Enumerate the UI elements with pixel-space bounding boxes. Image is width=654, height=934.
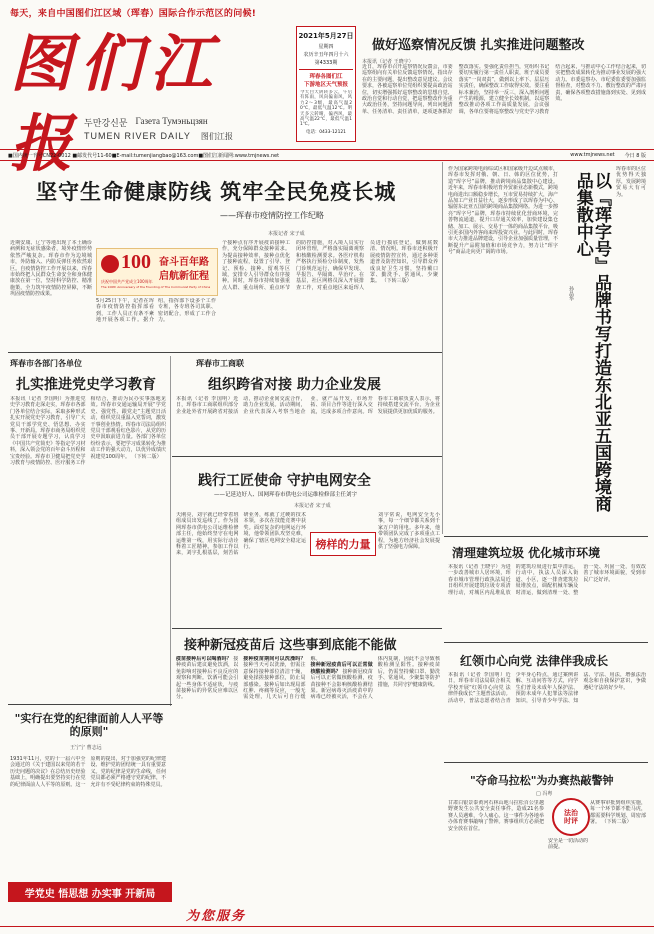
lead-headline: 坚守生命健康防线 筑牢全民免疫长城 bbox=[36, 180, 397, 204]
banner-number: 100 bbox=[121, 251, 151, 273]
right2-headline: 红领巾心向党 法律伴我成长 bbox=[460, 654, 609, 668]
right-col-body: 作为国家跨境电商综试区和国家级开边试点城市，珲春市发挥对俄、朝、日、韩的区位优势，打造“珲字号”品牌，推动跨境商品集散中心建设。近年来，珲春市积极培育外贸新业态新模式，跨境电商进出口额稳步增长，互市贸易持续扩大，海产品加工产业日益壮大，逐步形成了以珲春为中心、辐射东北亚五国的跨境商品集散网络。为进一步擦亮“珲字号”品牌，珲春市持续优化营商环境，完善物流通道，提升口岸通关效率，加快建设集仓储、加工、展示、交易于一体的商品集散平台，吸引更多国内外客商来珲投资兴业。与此同时，珲春市大力推进品牌建设，引导企业加强质量管理，不断提升产品附加值和市场竞争力，努力让“珲字号”商品走向更广阔的市场。 bbox=[448, 166, 558, 256]
info-text: ■国内统一刊号CN22-0012 ■邮发代号11-60■E-mail:tumenjiangbao@163.com■图们江新闻网:www.tmjnews.net bbox=[8, 152, 280, 159]
date-text: 2021年5月27日 bbox=[298, 32, 354, 40]
banner-line1: 奋斗百年路 bbox=[159, 257, 209, 268]
lead-end-mark: （下转三版） bbox=[381, 278, 412, 285]
weather-body: 今天白天阴转多云，午后有阵雨，风向偏南风，风力2～3级，最高气温20℃，最低气温12℃。明天多云转晴，偏西风，最高气温22℃，最低气温11℃。 bbox=[300, 90, 352, 128]
weather-subtitle: 下游地区天气预报 bbox=[303, 82, 348, 88]
date-box bbox=[296, 26, 356, 142]
vaccine-q3: 接种新冠疫苗后可以正常做核酸检测吗？ bbox=[310, 662, 373, 675]
right-col-headline: 以『珲字号』品牌书写打造东北亚五国跨境商品集散中心 bbox=[572, 172, 611, 512]
vaccine-q1: 疫苗接种后可以喝酒吗？ bbox=[176, 656, 232, 662]
lunar-text: 农历辛丑年四月十六 bbox=[303, 52, 349, 58]
right-col-author: 孙晶华 bbox=[568, 286, 574, 301]
top-article-body: 近日，珲春市召开巡察情况反馈会，市委巡察组向有关单位反馈巡察情况，指出存在的主要问题，提出整改意见建议。会议要求，各被巡察单位党组织要提高政治站位，切实增强抓好巡察整改的思想自觉、政治自觉和行动自觉，把巡察整改作为重大政治任务，坚持问题导向，列出问题清单、任务清单、责任清单，逐项逐条抓好整改落实。要强化责任担当，党组织书记要切实履行第一责任人职责，班子成员要落实“一岗双责”，做到以上率下、层层压实责任，确保整改工作取得实效。要注重标本兼治，坚持举一反三，深入剖析问题产生的根源，建立健全长效机制，以巡察整改推动各项工作高质量发展。会议强调，各单位要将巡察整改与党史学习教育结合起来，与推动中心工作结合起来，切实把整改成果转化为推动事业发展的强大动力。市委巡察办、市纪委监委要加强监督检查，对整改不力、敷衍整改的严肃问责，确保各项整改措施落到实处、见到成效。 bbox=[362, 64, 646, 115]
bottom-right-end-mark: （下转二版） bbox=[601, 819, 632, 826]
bottom-right-body-c: 安全是一切活动的前提。 bbox=[548, 838, 588, 851]
left-end-mark: （下转二版） bbox=[131, 453, 162, 460]
right1-headline: 清理建筑垃圾 优化城市环境 bbox=[452, 546, 601, 560]
bottom-left-banner bbox=[8, 882, 172, 902]
weather-title: 珲春各图们江 bbox=[309, 74, 343, 80]
center-body-right: 刘宇常说，电网安全无小事，每一个细节都关系到千家万户的用电。多年来，他带领团队完成了多项重点工程，为地方经济社会发展提供了坚强电力保障。 bbox=[378, 512, 440, 551]
mid-headline: 组织跨省对接 助力企业发展 bbox=[208, 377, 381, 393]
lead-subhead: ——珲春市疫情防控工作纪略 bbox=[220, 211, 324, 220]
bottom-right-body-a: 甘肃白银景泰黄河石林山地马拉松百公里越野赛发生公共安全责任事件，造成21名参赛人员遇难，令人痛心。这一事件为各地举办体育赛事敲响了警钟。赛事组织方必须把安全放在首位。 bbox=[448, 800, 544, 832]
banner-line2: 启航新征程 bbox=[159, 271, 209, 282]
weather-phone: 电话：0433-12121 bbox=[306, 130, 346, 135]
center-byline: 本报记者 宋子成 bbox=[294, 503, 331, 509]
vaccine-headline: 接种新冠疫苗后 这些事到底能不能做 bbox=[184, 638, 397, 653]
lead-body-left: 近期安康、辽宁等地出现了本土确诊病例和无症状感染者，境外疫情形势依然严峻复杂。珲春市作为边境城市，外防输入、内防反弹任务依然艰巨。自疫情防控工作开展以来，珲春市始终把人民群众生命安全和身体健康放在第一位，坚持科学防控、精准施策，全力筑牢疫情防控屏障，不断巩固疫情防控成果。 bbox=[10, 240, 92, 298]
mid-kicker: 珲春市工商联 bbox=[196, 359, 244, 368]
party-emblem-icon bbox=[101, 255, 119, 273]
right1-body: 本报讯（记者 王晓宇）为进一步改善城市人居环境，珲春市城市管理行政执法局近日组织开展建筑垃圾专项清理行动，对城区内乱堆乱放的建筑垃圾进行集中清运。行动中，执法人员深入街道、小区，逐一排查建筑垃圾堆放点，调配机械车辆及时清运，做到清理一处、整治一处、巩固一处，有效改善了城市环境面貌，受到市民广泛好评。 bbox=[448, 564, 646, 596]
commentary-year: 1931年 bbox=[10, 756, 28, 762]
lead-body-main: 5月25日下午，记者在珲春市疫情防控指挥部看到，工作人员正有条不紊地开展各项工作。据介绍，指挥部下设多个工作专班，各专班各司其职、密切配合，形成了工作合力。 bbox=[96, 298, 216, 324]
centennial-banner bbox=[96, 248, 218, 296]
masthead-logo-text: 图们江报 bbox=[10, 27, 221, 180]
masthead-subtitles bbox=[84, 116, 294, 142]
bottom-left-banner-text: 学党史 悟思想 办实事 开新局 bbox=[24, 888, 156, 900]
commentary-author: 王宁宁 曹志远 bbox=[70, 745, 102, 751]
vaccine-body: 疫苗接种后可以喝酒吗？ 接种疫苗后建议避免饮酒，以免影响对接种后不良反应的观察和判断。饮酒可能会引起一些身体不适症状，与疫苗接种后的异常反应难以区分。 接种疫苗期间可以洗澡吗？ 接种当天可以洗澡，但需注意保持接种部位清洁干燥，避免揉搓接种部位，防止局部感染。接种后如出现局部红肿、疼痛等反应，一般无需处理，几天后可自行缓解。 接种新冠疫苗后可以正常做核酸检测吗？ 接种新冠疫苗后可以正常做核酸检测，疫苗接种不会影响核酸检测结果。新冠病毒灭活疫苗中的病毒已经被灭活，不会在人体内复制，因此不会导致核酸检测呈阳性。接种疫苗后，仍需坚持戴口罩、勤洗手、常通风、少聚集等防护措施，共同守护健康防线。 bbox=[176, 656, 440, 701]
service-logo-text: 为您服务 bbox=[186, 908, 247, 924]
lead-body-cols: 个接种点有序开展疫苗接种工作，充分保障群众接种需求。为提高接种效率，接种点优化了接种流程，设置了引导、登记、预检、接种、留观等区域，安排专人引导群众有序接种。同时，珲春市持续加强重点人群、重点场所、重点环节的防控措施，对入境人员实行闭环管理，严格落实隔离观察和核酸检测要求。各医疗机构严格执行预检分诊制度，发热门诊规范运行，确保早发现、早报告、早隔离、早治疗。在基层，社区网格员深入开展排查工作，对重点地区来返珲人员进行摸底登记，做到底数清、情况明。珲春市还积极开展疫情防控宣传，通过多种渠道普及防控知识，引导群众养成良好卫生习惯，坚持戴口罩、勤洗手、常通风、少聚集。 （下转三版） bbox=[222, 240, 438, 291]
page-info: 今日 8 版 bbox=[624, 152, 646, 159]
commentary-stamp-text: 法治 时评 bbox=[564, 809, 578, 825]
commentary-stamp bbox=[552, 798, 590, 836]
top-slogan: 每天，来自中国图们江区域（珲春）国际合作示范区的问候! bbox=[10, 9, 257, 19]
bottom-right-byline: □ 冯粤 bbox=[536, 791, 553, 797]
top-article-headline: 做好巡察情况反馈 扎实推进问题整改 bbox=[372, 38, 585, 53]
center-body-left: 天刚亮，刘宇就已经带着班组成员出发巡线了。作为国网珲春市供电公司运维检修部主任，他始终坚守在电网运维第一线，用实际行动诠释着工匠精神。参加工作以来，刘宇扎根基层，刻苦钻研业务，练就了过硬的技术本领，多次在技能竞赛中获奖。面对复杂的电网运行环境，他带领团队攻坚克难，确保了辖区电网安全稳定运行。 bbox=[176, 512, 306, 557]
lead-byline: 本报记者 宋子成 bbox=[268, 231, 305, 237]
right1-byline: 本报讯（记者 王晓宇） bbox=[448, 564, 501, 570]
left-headline: 扎实推进党史学习教育 bbox=[16, 377, 156, 393]
issue-text: 第4333期 bbox=[314, 60, 338, 66]
subtitle-small: 图们江报 bbox=[200, 132, 233, 141]
info-line bbox=[0, 149, 654, 161]
left-body: 本报讯（记者 李国明）为推进党史学习教育走深走实，珲春市各部门各单位结合实际，采取多种形式扎实开展党史学习教育，引导广大党员干部学党史、悟思想、办实事、开新局。珲春市商务局组织党员干部开展专题学习，认真学习《中国共产党简史》等指定学习材料，深入领会党的百年奋斗历程和宝贵经验。珲春市卫健局把党史学习教育与疫情防控、医疗服务工作相结合，推动为民办实事落地见效。珲春市交通运输局开展“学党史、强党性、跟党走”主题党日活动，组织党员重温入党誓词，激发干事创业热情。珲春市司法局组织党员干部观看红色影片，从党的历史中汲取前进力量。各部门各单位纷纷表示，要把学习成果转化为推动工作的强大动力，以优异成绩庆祝建党100周年。 （下转二版） bbox=[10, 396, 166, 467]
weekday-text: 星期四 bbox=[318, 44, 334, 50]
bottom-right-body-b: 从赛事审批到组织实施，每一个环节都不能马虎，都需要科学规划、周密部署。 （下转二版） bbox=[590, 800, 646, 826]
mid-byline: 本报讯（记者 李国明） bbox=[176, 396, 234, 402]
top-article-byline: 本报讯（记者 王晓宇） bbox=[362, 59, 414, 65]
center-headline: 践行工匠使命 守护电网安全 bbox=[198, 473, 371, 489]
banner-caption: 庆祝中国共产党成立100周年 bbox=[101, 279, 153, 284]
commentary-headline: "实行在党的纪律面前人人平等的原则" bbox=[14, 712, 164, 738]
vaccine-q2: 接种疫苗期间可以洗澡吗？ bbox=[243, 656, 306, 662]
role-model-box bbox=[310, 532, 376, 556]
banner-caption-en: The 100th Anniversary of the Founding of The Communist Party of China bbox=[101, 285, 211, 289]
service-logo bbox=[186, 904, 306, 924]
subtitle-ru: Газета Тумэньцзян bbox=[135, 116, 208, 126]
bottom-right-headline: "夺命马拉松"为办赛热敲警钟 bbox=[470, 774, 614, 787]
role-model-title: 榜样的力量 bbox=[315, 538, 371, 551]
commentary-body: 1931年11月，党的十一届六中全会通过的《关于建国以来党的若干历史问题的决议》在总结历史经验基础上，明确提出要坚持实行在党的纪律面前人人平等的原则。这一原则的提出，对于加强党的纪律建设、维护党的团结统一具有重要意义。党的纪律是党的生命线，任何党员都必须严格遵守党的纪律，不允许有不受纪律约束的特殊党员。 bbox=[10, 756, 166, 788]
left-kicker: 珲春市各部门各单位 bbox=[10, 359, 82, 368]
right2-byline: 本报讯（记者 李国明） bbox=[448, 672, 506, 678]
mid-body: 本报讯（记者 李国明）近日，珲春市工商联组织部分企业赴外省开展跨省对接活动，推动企业间交流合作，助力企业发展。活动期间，企业代表深入考察当地企业，就产品开发、市场开拓、项目合作等进行深入交流，达成多项合作意向。珲春市工商联负责人表示，将持续搭建交流平台，为企业发展提供更加优质的服务。 bbox=[176, 396, 440, 415]
center-subhead: ——记延边好人、国网珲春市供电公司运维检修部主任刘宇 bbox=[214, 492, 358, 498]
subtitle-ko: 두만강신문 bbox=[84, 119, 128, 129]
right-col-body2: 珲春市的区位优势得天独厚，发展跨境贸易大有可为。 bbox=[616, 166, 646, 198]
right2-body: 本报讯（记者 李国明）近日，珲春市司法局联合相关学校开展“红领巾心向党 法律伴我成长”主题普法活动。活动中，普法志愿者结合青少年身心特点，通过案例讲解、互动问答等方式，向学生们普及未成年人保护法、预防未成年人犯罪法等法律知识，引导青少年学法、知法、守法、用法，增强法治观念和自我保护意识，争做遵纪守法的好少年。 bbox=[448, 672, 646, 704]
web-link[interactable]: www.tmjnews.net bbox=[570, 151, 615, 158]
subtitle-en: TUMEN RIVER DAILY bbox=[84, 131, 191, 141]
